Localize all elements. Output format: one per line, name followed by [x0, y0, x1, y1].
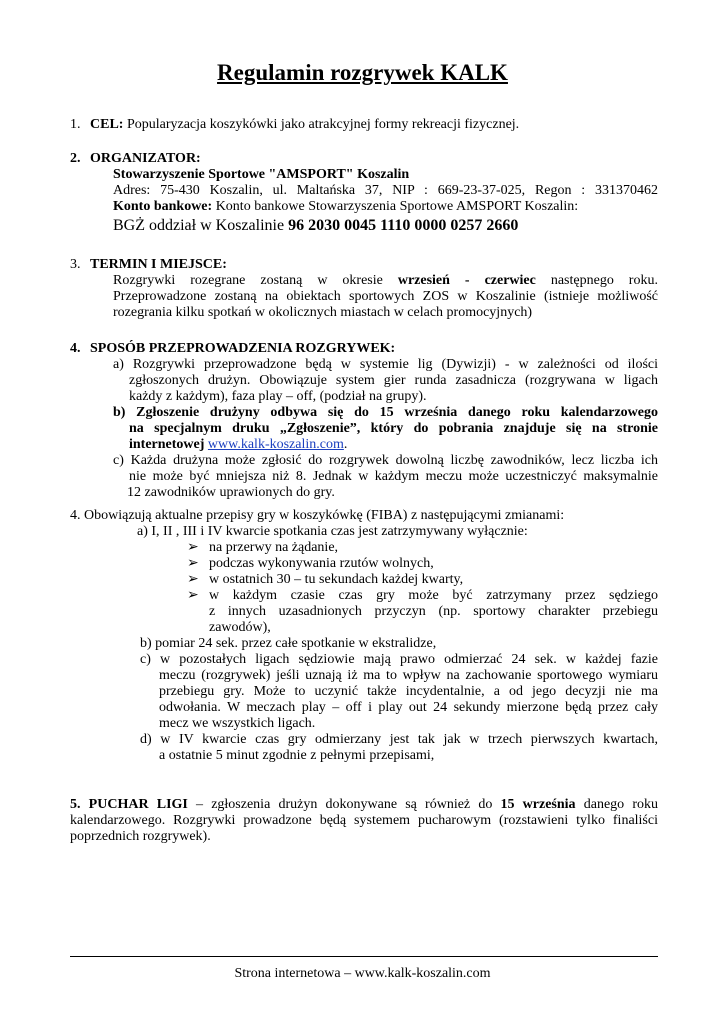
section-label: 5. PUCHAR LIGI: [70, 797, 188, 812]
rules-intro: 4. Obowiązują aktualne przepisy gry w koszykówkę (FIBA) z następującymi zmianami:: [70, 508, 565, 523]
item-c-line-3: 12 zawodników uprawionych do gry.: [127, 485, 335, 500]
arrow-bullet-icon: ➢: [187, 572, 199, 587]
arrow-bullet-icon: ➢: [187, 540, 199, 555]
section-number: 4.: [70, 341, 81, 356]
bank-info: [113, 199, 658, 215]
bank-label: Konto bankowe:: [113, 199, 213, 214]
page-title: Regulamin rozgrywek KALK: [217, 60, 508, 85]
term-line-3: rozegrania kilku spotkań w okolicznych miastach w celach promocyjnych): [113, 305, 533, 320]
bullet-continuation: z innych uzasadnionych przyczyn (np. sportowy charakter przebiegu: [209, 604, 658, 619]
rules-bullet: [187, 556, 658, 572]
footer-divider: [70, 956, 658, 957]
cup-line-3: poprzednich rozgrywek).: [70, 829, 211, 844]
item-c-line-2: nie może być mniejsza niż 8. Jednak w każdym meczu może uczestniczyć maksymalnie: [129, 469, 658, 484]
item-b-line-1: b) Zgłoszenie drużyny odbywa się do 15 września danego roku kalendarzowego: [113, 405, 658, 420]
section-number: 1.: [70, 117, 81, 132]
section-text: Popularyzacja koszykówki jako atrakcyjnej formy rekreacji fizycznej.: [123, 117, 520, 132]
cup-line-2: kalendarzowego. Rozgrywki prowadzone będą systemem pucharowym (rozstawieni tylko finaliści: [70, 813, 658, 828]
section-label: SPOSÓB PRZEPROWADZENIA ROZGRYWEK:: [90, 341, 396, 356]
term-text-end: następnego roku.: [535, 273, 658, 288]
term-period: wrzesień - czerwiec: [397, 273, 536, 288]
cup-date: 15 września: [500, 797, 576, 812]
item-b-line-2: na specjalnym druku „Zgłoszenie”, który do pobrania znajduje się na stronie: [129, 421, 658, 436]
rules-item-c-line-4: odwołania. W meczach play – off i play out 24 sekundy mierzone będą przez cały: [159, 700, 658, 715]
item-a-line-3: każdy z każdym), faza play – off, (podział na grupy).: [129, 389, 427, 404]
bank-text: Konto bankowe Stowarzyszenia Sportowe AMSPORT Koszalin:: [212, 199, 579, 214]
term-text: Rozgrywki rozegrane zostaną w okresie: [113, 273, 398, 288]
arrow-bullet-icon: ➢: [187, 588, 199, 603]
section-label: ORGANIZATOR:: [90, 151, 201, 166]
section-rules: [70, 508, 658, 764]
item-c-line-1: c) Każda drużyna może zgłosić do rozgrywek dowolną liczbę zawodników, lecz liczba ich: [113, 453, 658, 468]
bullet-text: w ostatnich 30 – tu sekundach każdej kwarty,: [209, 572, 464, 587]
term-line-2: Przeprowadzone zostaną na obiektach sportowych ZOS w Koszalinie (istnieje możliwość: [113, 289, 658, 304]
cup-text-end: danego roku: [575, 797, 658, 812]
rules-bullet: [187, 588, 658, 604]
item-b-end: .: [343, 437, 348, 452]
organizer-address: Adres: 75-430 Koszalin, ul. Maltańska 37, NIP : 669-23-37-025, Regon : 331370462: [113, 183, 658, 198]
item-b-line-3: [129, 437, 658, 453]
rules-item-c-line-5: mecz we wszystkich ligach.: [159, 716, 316, 731]
bank-account: [113, 216, 658, 236]
section-cup: [70, 797, 658, 845]
rules-item-c-line-2: meczu (rozgrywek) jeśli uznają iż ma to wpływ na zachowanie sportowego wymiaru: [159, 668, 658, 683]
rules-item-c-line-3: przebiegu gry. Może to uczynić także incydentalnie, a od jego decyzji nie ma: [159, 684, 658, 699]
term-line-1: [113, 273, 658, 289]
item-b-text: internetowej: [129, 437, 208, 452]
bullet-text: na przerwy na żądanie,: [209, 540, 339, 555]
cup-text: – zgłoszenia drużyn dokonywane są również do: [187, 797, 501, 812]
cup-line-1: [70, 797, 658, 813]
rules-bullet: [187, 572, 658, 588]
section-label: CEL:: [90, 117, 124, 132]
rules-item-c-line-1: c) w pozostałych ligach sędziowie mają prawo odmierzać 24 sek. w każdej fazie: [140, 652, 658, 667]
section-number: 2.: [70, 151, 81, 166]
section-term-place: [70, 257, 658, 321]
organizer-name: Stowarzyszenie Sportowe "AMSPORT" Koszalin: [113, 167, 410, 182]
rules-item-b: b) pomiar 24 sek. przez całe spotkanie w ekstralidze,: [140, 636, 437, 651]
bullet-text: podczas wykonywania rzutów wolnych,: [209, 556, 434, 571]
bullet-text: w każdym czasie czas gry może być zatrzymany przez sędziego: [209, 588, 658, 603]
section-method: [70, 341, 658, 501]
rules-item-d-line-2: a ostatnie 5 minut zgodnie z pełnymi przepisami,: [159, 748, 435, 763]
section-number: 3.: [70, 257, 81, 272]
website-link[interactable]: www.kalk-koszalin.com: [207, 437, 344, 452]
account-number: 96 2030 0045 1110 0000 0257 2660: [288, 217, 519, 234]
item-a-line-1: a) Rozgrywki przeprowadzone będą w systemie lig (Dywizji) - w zależności od ilości: [113, 357, 658, 372]
section-goal: [70, 117, 658, 133]
section-label: TERMIN I MIEJSCE:: [90, 257, 227, 272]
rules-item-d-line-1: d) w IV kwarcie czas gry odmierzany jest tak jak w trzech pierwszych kwartach,: [140, 732, 658, 747]
page-footer: Strona internetowa – www.kalk-koszalin.com: [234, 966, 491, 981]
item-a-line-2: zgłoszonych drużyn. Obowiązuje system gier runda zasadnicza (rozgrywana w ligach: [129, 373, 658, 388]
rules-item-a: a) I, II , III i IV kwarcie spotkania czas jest zatrzymywany wyłącznie:: [137, 524, 528, 539]
bank-branch: BGŻ oddział w Koszalinie: [113, 217, 289, 234]
bullet-continuation: zawodów),: [209, 620, 271, 635]
section-organizer: [70, 151, 658, 236]
rules-bullet: [187, 540, 658, 556]
arrow-bullet-icon: ➢: [187, 556, 199, 571]
